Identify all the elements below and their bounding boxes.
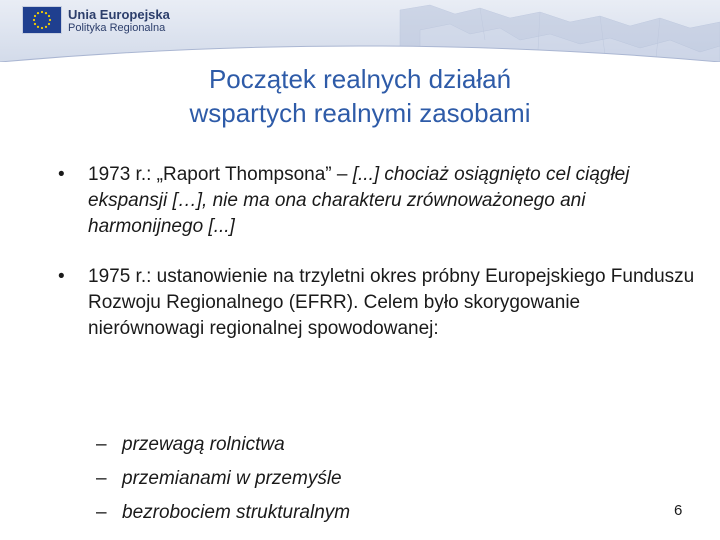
bullet-text xyxy=(88,162,698,240)
bullet-item xyxy=(58,162,698,240)
header-swoosh xyxy=(0,36,720,62)
bullet-marker: • xyxy=(58,164,65,185)
bullet-quote-text: [...] chociaż osiągnięto cel ciągłej ekspansji […], nie ma ona charakteru zrównoważonego ani harmonijnego [...] xyxy=(88,164,630,237)
bullet-lead-text: 1973 r.: „Raport Thompsona” – xyxy=(88,164,353,185)
sub-bullet-list xyxy=(96,428,516,530)
bullet-marker: • xyxy=(58,266,65,287)
bullet-lead-text: 1975 r.: ustanowienie na trzyletni okres próbny Europejskiego Funduszu Rozwoju Regionalnego (EFRR). Celem było skorygowanie nierównowagi regionalnej spowodowanej: xyxy=(88,266,695,339)
brand-title: Unia Europejska xyxy=(68,7,170,22)
dash-marker: – xyxy=(96,434,107,455)
slide-title-line-1: Początek realnych działań xyxy=(208,64,512,94)
dash-marker: – xyxy=(96,468,107,489)
sub-bullet-text: bezrobociem strukturalnym xyxy=(122,502,351,523)
sub-bullet-text: przewagą rolnictwa xyxy=(122,434,285,455)
bullet-item xyxy=(58,264,698,342)
sub-bullet-item xyxy=(96,462,516,496)
slide-header xyxy=(0,0,720,62)
slide-title xyxy=(60,62,660,130)
sub-bullet-text: przemianami w przemyśle xyxy=(122,468,342,489)
dash-marker: – xyxy=(96,502,107,523)
sub-bullet-item xyxy=(96,496,516,530)
slide-title-line-2: wspartych realnymi zasobami xyxy=(189,98,531,128)
brand-subtitle: Polityka Regionalna xyxy=(68,22,166,34)
bullet-list xyxy=(58,162,698,366)
sub-bullet-item xyxy=(96,428,516,462)
eu-flag-icon xyxy=(22,6,62,34)
bullet-text xyxy=(88,264,698,342)
page-number: 6 xyxy=(674,502,683,519)
